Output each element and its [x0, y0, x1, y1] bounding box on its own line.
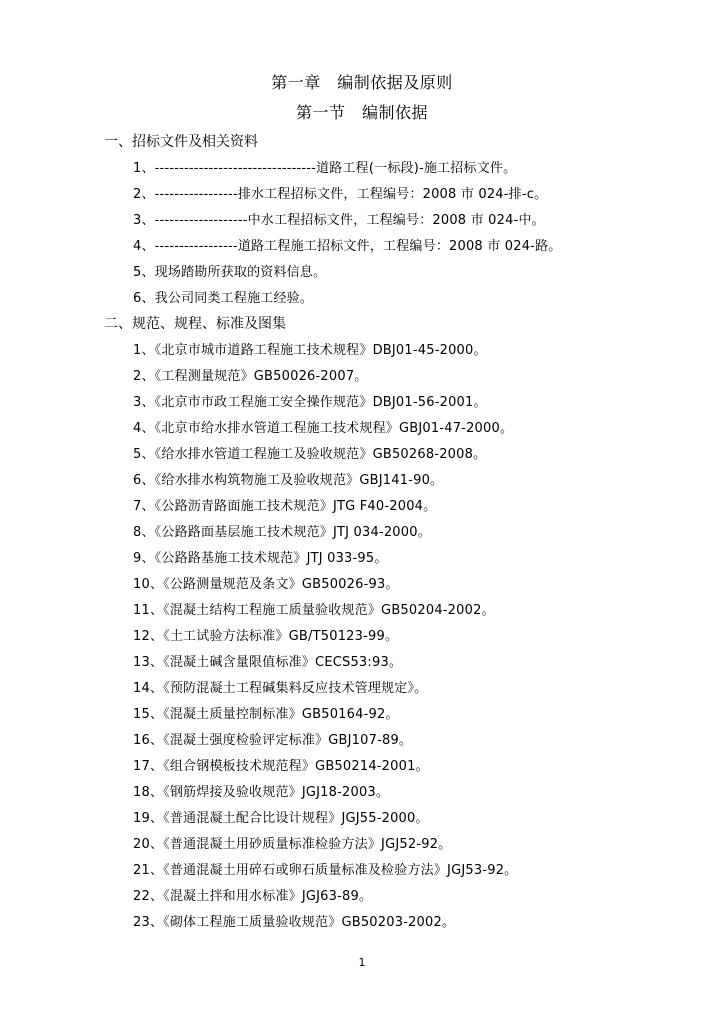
list-item: 8、《公路路面基层施工技术规范》JTJ 034-2000。 — [133, 525, 431, 540]
part1-heading: 一、招标文件及相关资料 — [104, 134, 258, 150]
list-item: 2、《工程测量规范》GB50026-2007。 — [133, 369, 368, 384]
list-item: 1、《北京市城市道路工程施工技术规程》DBJ01-45-2000。 — [133, 343, 487, 358]
list-item: 11、《混凝土结构工程施工质量验收规范》GB50204-2002。 — [133, 603, 495, 618]
list-item: 14、《预防混凝土工程碱集料反应技术管理规定》。 — [133, 681, 428, 696]
list-item: 4、《北京市给水排水管道工程施工技术规程》GBJ01-47-2000。 — [133, 421, 514, 436]
chapter-title: 第一章 编制依据及原则 — [271, 73, 453, 92]
list-item: 12、《土工试验方法标准》GB/T50123-99。 — [133, 629, 399, 644]
list-item: 3、-------------------中水工程招标文件，工程编号：2008 市 024-中。 — [133, 213, 545, 228]
list-item: 3、《北京市市政工程施工安全操作规范》DBJ01-56-2001。 — [133, 395, 487, 410]
list-item: 23、《砌体工程施工质量验收规范》GB50203-2002。 — [133, 915, 456, 930]
list-item: 1、---------------------------------道路工程(一标段)-施工招标文件。 — [133, 161, 517, 176]
list-item: 6、《给水排水构筑物施工及验收规范》GBJ141-90。 — [133, 473, 444, 488]
section-title: 第一节 编制依据 — [295, 103, 428, 122]
list-item: 19、《普通混凝土配合比设计规程》JGJ55-2000。 — [133, 811, 429, 826]
list-item: 15、《混凝土质量控制标准》GB50164-92。 — [133, 707, 399, 722]
list-item: 22、《混凝土拌和用水标准》JGJ63-89。 — [133, 889, 373, 904]
list-item: 10、《公路测量规范及条文》GB50026-93。 — [133, 577, 399, 592]
list-item: 6、我公司同类工程施工经验。 — [133, 291, 314, 306]
list-item: 16、《混凝土强度检验评定标准》GBJ107-89。 — [133, 733, 413, 748]
page-number: 1 — [358, 956, 366, 969]
list-item: 5、现场踏勘所获取的资料信息。 — [133, 265, 327, 280]
list-item: 21、《普通混凝土用碎石或卵石质量标准及检验方法》JGJ53-92。 — [133, 863, 518, 878]
list-item: 17、《组合钢模板技术规范程》GB50214-2001。 — [133, 759, 429, 774]
part2-heading: 二、规范、规程、标准及图集 — [104, 316, 286, 332]
list-item: 18、《钢筋焊接及验收规范》JGJ18-2003。 — [133, 785, 390, 800]
list-item: 5、《给水排水管道工程施工及验收规范》GB50268-2008。 — [133, 447, 487, 462]
list-item: 4、-----------------道路工程施工招标文件，工程编号：2008 市 024-路。 — [133, 239, 562, 254]
list-item: 20、《普通混凝土用砂质量标准检验方法》JGJ52-92。 — [133, 837, 452, 852]
list-item: 2、-----------------排水工程招标文件，工程编号：2008 市 024-排-c。 — [133, 187, 548, 202]
list-item: 9、《公路路基施工技术规范》JTJ 033-95。 — [133, 551, 388, 566]
list-item: 13、《混凝土碱含量限值标准》CECS53:93。 — [133, 655, 403, 670]
list-item: 7、《公路沥青路面施工技术规范》JTG F40-2004。 — [133, 499, 437, 514]
